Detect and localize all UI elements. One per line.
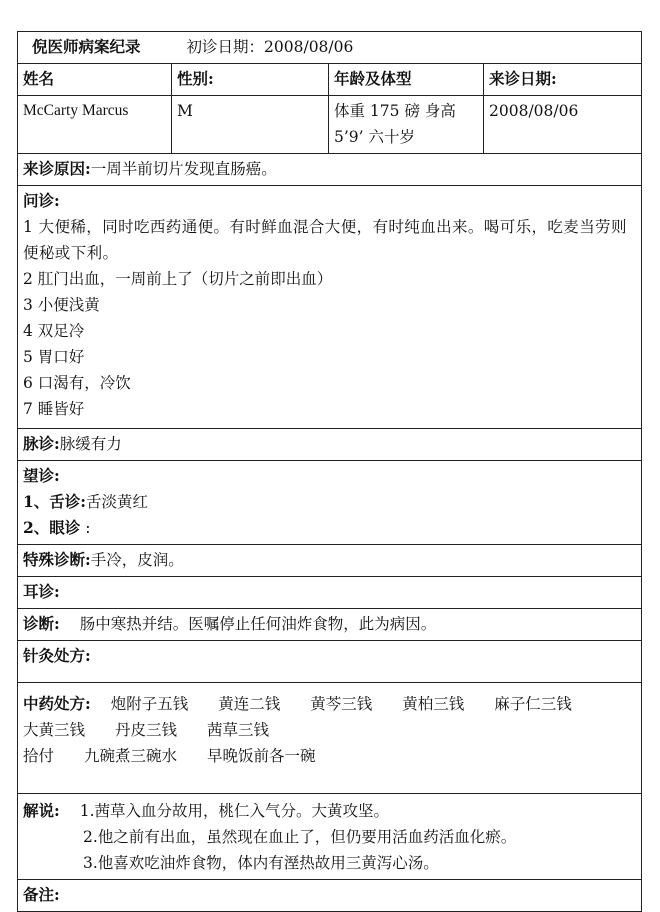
record-title: 倪医师病案纪录 xyxy=(32,37,141,56)
explanation-item: 1.茜草入血分故用，桃仁入气分。大黄攻坚。 xyxy=(79,802,390,820)
acupuncture-label: 针灸处方: xyxy=(23,646,91,665)
patient-height-age: 5’9’ 六十岁 xyxy=(334,128,416,146)
header-row xyxy=(18,32,642,64)
herbal-label: 中药处方: xyxy=(23,694,91,713)
patient-name: McCarty Marcus xyxy=(18,96,172,154)
inquiry-item: 6 口渴有，冷饮 xyxy=(23,374,131,392)
sex-header: 性别: xyxy=(172,64,329,96)
reason-label: 来诊原因: xyxy=(23,159,91,178)
herb-item: 大黄三钱 xyxy=(23,721,86,739)
inquiry-item: 2 肛门出血，一周前上了（切片之前即出血） xyxy=(23,270,333,288)
diagnosis-text: 肠中寒热并结。医嘱停止任何油炸食物，此为病因。 xyxy=(79,615,437,633)
inquiry-label: 问诊: xyxy=(23,191,60,210)
herb-item: 丹皮三钱 xyxy=(115,721,178,739)
ear-row xyxy=(18,577,642,609)
reason-text: 一周半前切片发现直肠癌。 xyxy=(90,160,277,178)
inquiry-item: 5 胃口好 xyxy=(23,348,85,366)
inquiry-item: 7 睡皆好 xyxy=(23,400,85,418)
patient-visit-date: 2008/08/06 xyxy=(484,96,642,154)
notes-row xyxy=(18,880,642,912)
herbal-dose: 拾付 xyxy=(23,747,55,765)
special-text: 手冷，皮润。 xyxy=(90,551,184,569)
inquiry-item: 1 大便稀，同时吃西药通便。有时鲜血混合大便，有时纯血出来。喝可乐，吃麦当劳则便秘或下利。 xyxy=(23,218,627,262)
case-record-table xyxy=(17,31,642,912)
patient-age-body xyxy=(329,96,484,154)
diagnosis-label: 诊断: xyxy=(23,614,60,633)
pulse-label: 脉诊: xyxy=(23,434,60,453)
notes-label: 备注: xyxy=(23,885,60,904)
herbal-decoction: 九碗煮三碗水 xyxy=(84,747,178,765)
patient-row xyxy=(18,96,642,154)
acupuncture-row xyxy=(18,641,642,683)
patient-sex: M xyxy=(172,96,329,154)
visit-date-header: 来诊日期: xyxy=(484,64,642,96)
eye-text: : xyxy=(85,519,91,537)
observation-row xyxy=(18,461,642,545)
herb-item: 茜草三钱 xyxy=(207,721,270,739)
herbal-timing: 早晚饭前各一碗 xyxy=(207,747,316,765)
observation-label: 望诊: xyxy=(23,466,60,485)
special-row xyxy=(18,545,642,577)
pulse-text: 脉缓有力 xyxy=(59,435,122,453)
inquiry-item: 4 双足冷 xyxy=(23,322,85,340)
explanation-item: 3.他喜欢吃油炸食物，体内有溼热故用三黄泻心汤。 xyxy=(83,854,439,872)
explanation-row xyxy=(18,794,642,880)
tongue-text: 舌淡黄红 xyxy=(86,493,149,511)
pulse-row xyxy=(18,429,642,461)
eye-label: 2、眼诊 xyxy=(23,518,81,537)
herb-item: 黄连二钱 xyxy=(218,695,281,713)
reason-row xyxy=(18,154,642,186)
special-label: 特殊诊断: xyxy=(23,550,91,569)
inquiry-item: 3 小便浅黄 xyxy=(23,296,100,314)
first-visit-label: 初诊日期： xyxy=(186,38,265,56)
name-header: 姓名 xyxy=(18,64,172,96)
ear-label: 耳诊: xyxy=(23,582,60,601)
explanation-label: 解说: xyxy=(23,801,60,820)
tongue-label: 1、舌诊: xyxy=(23,492,87,511)
herb-item: 黄柏三钱 xyxy=(402,695,465,713)
inquiry-row xyxy=(18,186,642,429)
herbal-row xyxy=(18,683,642,794)
diagnosis-row xyxy=(18,609,642,641)
patient-weight-height: 体重 175 磅 身高 xyxy=(334,102,456,120)
column-header-row xyxy=(18,64,642,96)
herb-item: 炮附子五钱 xyxy=(110,695,189,713)
herb-item: 黄芩三钱 xyxy=(310,695,373,713)
first-visit-date: 2008/08/06 xyxy=(264,38,354,56)
herb-item: 麻子仁三钱 xyxy=(494,695,572,713)
age-body-header: 年龄及体型 xyxy=(329,64,484,96)
explanation-item: 2.他之前有出血，虽然现在血止了，但仍要用活血药活血化瘀。 xyxy=(83,828,517,846)
